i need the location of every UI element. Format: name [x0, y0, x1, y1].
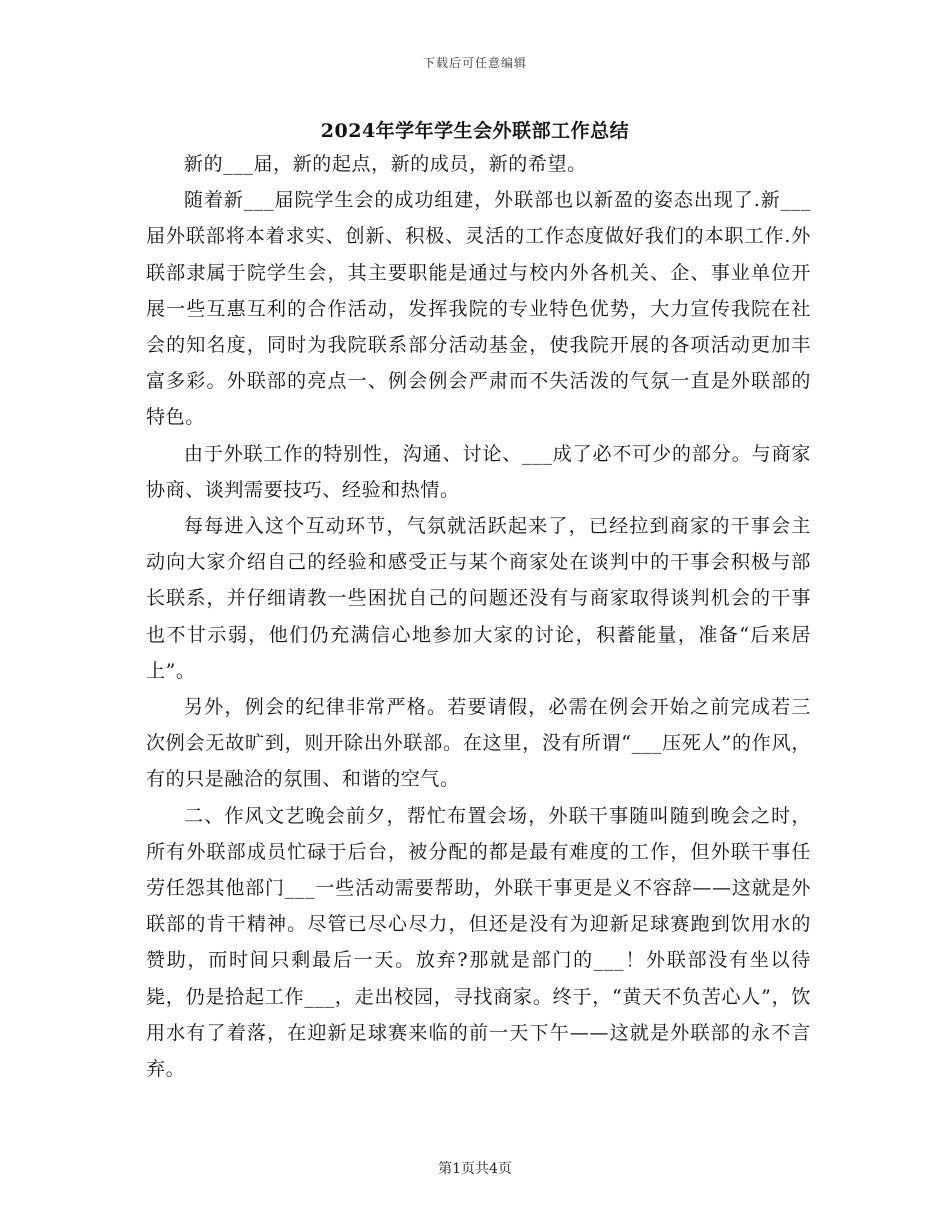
- paragraph: 二、作风文艺晚会前夕，帮忙布置会场，外联干事随叫随到晚会之时，所有外联部成员忙碌于后台，被分配的都是最有难度的工作，但外联干事任劳任怨其他部门___一些活动需要帮助，外联干事更是义不容辞——这就是外联部的肯干精神。尽管已尽心尽力，但还是没有为迎新足球赛跑到饮用水的赞助，而时间只剩最后一天。放弃?那就是部门的___！外联部没有坐以待毙，仍是拾起工作___，走出校园，寻找商家。终于，“黄天不负苦心人”，饮用水有了着落，在迎新足球赛来临的前一天下午——这就是外联部的永不言弃。: [146, 804, 811, 1081]
- document-body: [146, 146, 811, 1087]
- document-title: 2024年学年学生会外联部工作总结: [320, 120, 630, 142]
- paragraph: 另外，例会的纪律非常严格。若要请假，必需在例会开始之前完成若三次例会无故旷到，则开除出外联部。在这里，没有所谓“___压死人”的作风，有的只是融洽的氛围、和谐的空气。: [146, 696, 811, 791]
- header-note: 下载后可任意编辑: [422, 56, 527, 70]
- paragraph: 随着新___届院学生会的成功组建，外联部也以新盈的姿态出现了.新___届外联部将本着求实、创新、积极、灵活的工作态度做好我们的本职工作.外联部隶属于院学生会，其主要职能是通过与校内外各机关、企、事业单位开展一些互惠互利的合作活动，发挥我院的专业特色优势，大力宣传我院在社会的知名度，同时为我院联系部分活动基金，使我院开展的各项活动更加丰富多彩。外联部的亮点一、例会例会严肃而不失活泼的气氛一直是外联部的特色。: [146, 189, 811, 429]
- paragraph: 由于外联工作的特别性，沟通、讨论、___成了必不可少的部分。与商家协商、谈判需要技巧、经验和热情。: [146, 442, 811, 501]
- paragraph: 每每进入这个互动环节，气氛就活跃起来了，已经拉到商家的干事会主动向大家介绍自己的经验和感受正与某个商家处在谈判中的干事会积极与部长联系，并仔细请教一些困扰自己的问题还没有与商家取得谈判机会的干事也不甘示弱，他们仍充满信心地参加大家的讨论，积蓄能量，准备“后来居上”。: [146, 515, 811, 682]
- page-number: 第1页共4页: [438, 1161, 512, 1177]
- paragraph: 新的___届，新的起点，新的成员，新的希望。: [184, 153, 587, 175]
